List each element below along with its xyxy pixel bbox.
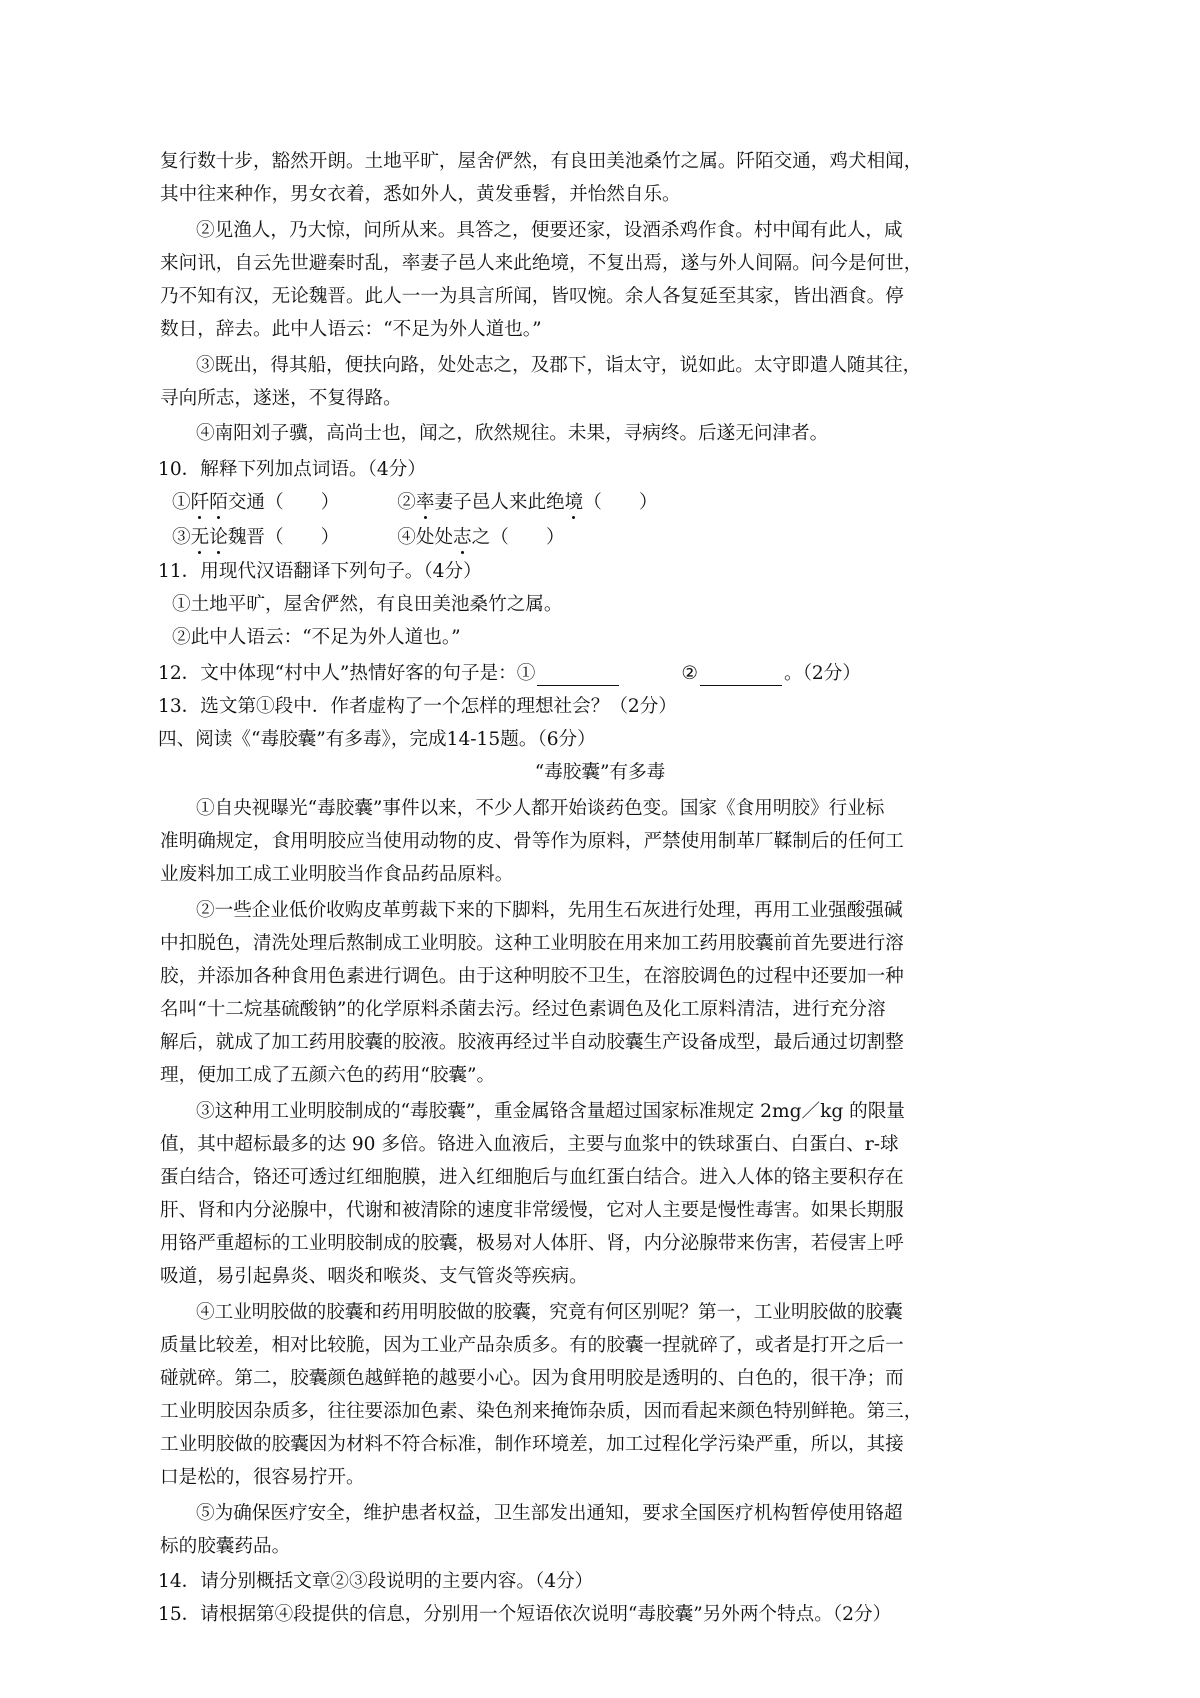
q10-option2-tail: （ ）	[583, 492, 658, 513]
article-p2-line4: 名叫“十二烷基硫酸钠”的化学原料杀菌去污。经过色素调色及化工原料清洁，进行充分溶	[160, 999, 886, 1020]
article-p5-line1: ⑤为确保医疗安全，维护患者权益，卫生部发出通知，要求全国医疗机构暂停使用铬超	[196, 1503, 903, 1524]
passage-p3-line2: 寻向所志，遂迷，不复得路。	[160, 388, 402, 409]
article-p3-line1: ③这种用工业明胶制成的“毒胶囊”，重金属铬含量超过国家标准规定 2mg／kg 的限量	[196, 1101, 905, 1122]
article-p2-line2: 中扣脱色，清洗处理后熬制成工业明胶。这种工业明胶在用来加工药用胶囊前首先要进行溶	[160, 933, 904, 954]
question-11-sentence2: ②此中人语云：“不足为外人道也。”	[172, 627, 461, 648]
article-p4-line2: 质量比较差，相对比较脆，因为工业产品杂质多。有的胶囊一捏就碎了，或者是打开之后一	[160, 1335, 904, 1356]
question-12-points: 。（2分）	[784, 663, 861, 684]
question-12	[158, 662, 1038, 686]
answer-blank-2[interactable]	[700, 665, 782, 686]
article-p2-line5: 解后，就成了加工药用胶囊的胶液。胶液再经过半自动胶囊生产设备成型，最后通过切割整	[160, 1032, 904, 1053]
q10-option3-marker: ③	[172, 527, 191, 548]
article-p3-line5: 用铬严重超标的工业明胶制成的胶囊，极易对人体肝、肾，内分泌腺带来伤害，若侵害上呼	[160, 1233, 904, 1254]
q10-option3-tail: 魏晋（ ）	[227, 527, 340, 548]
q10-option2-dotted-char2: 境	[564, 492, 584, 513]
passage-p2-line4: 数日，辞去。此中人语云：“不足为外人道也。”	[160, 319, 542, 340]
passage-p2-line2: 来问讯，自云先世避秦时乱，率妻子邑人来此绝境，不复出焉，遂与外人间隔。问今是何世，	[160, 253, 923, 274]
q10-option3-dotted-char1: 无	[190, 527, 210, 548]
q10-option4-marker: ④处处	[397, 527, 454, 548]
q10-option1-dotted-char1: 阡	[190, 492, 210, 513]
question-10-stem: 10．解释下列加点词语。（4分）	[158, 459, 426, 480]
question-11-sentence1: ①土地平旷，屋舍俨然，有良田美池桑竹之属。	[172, 594, 563, 615]
article-p3-line6: 吸道，易引起鼻炎、咽炎和喉炎、支气管炎等疾病。	[160, 1266, 588, 1287]
question-12-marker2: ②	[681, 663, 699, 684]
question-11-stem: 11．用现代汉语翻译下列句子。（4分）	[158, 561, 482, 582]
passage-p1-line2: 其中往来种作，男女衣着，悉如外人，黄发垂髫，并怡然自乐。	[160, 184, 681, 205]
article-p4-line5: 工业明胶做的胶囊因为材料不符合标准，制作环境差，加工过程化学污染严重，所以，其接	[160, 1434, 904, 1455]
article-p3-line3: 蛋白结合，铬还可透过红细胞膜，进入红细胞后与血红蛋白结合。进入人体的铬主要积存在	[160, 1167, 904, 1188]
article-p4-line4: 工业明胶因杂质多，往往要添加色素、染色剂来掩饰杂质，因而看起来颜色特别鲜艳。第三，	[160, 1401, 923, 1422]
q10-option3	[172, 527, 339, 548]
q10-option2-dotted-char1: 率	[415, 492, 435, 513]
article-p1-line3: 业废料加工成工业明胶当作食品药品原料。	[160, 864, 514, 885]
passage-p3-line1: ③既出，得其船，便扶向路，处处志之，及郡下，诣太守，说如此。太守即遣人随其往，	[196, 355, 922, 376]
question-13-stem: 13．选文第①段中．作者虚构了一个怎样的理想社会？（2分）	[158, 696, 677, 717]
passage-p1-line1: 复行数十步，豁然开朗。土地平旷，屋舍俨然，有良田美池桑竹之属。阡陌交通，鸡犬相闻，	[160, 151, 923, 172]
q10-option4-dotted-char: 志	[453, 527, 472, 548]
question-12-stem: 12．文中体现“村中人”热情好客的句子是：①	[158, 663, 536, 684]
question-10-options-row1	[172, 491, 1052, 515]
q10-option1-tail: 交通（ ）	[227, 492, 340, 513]
article-p2-line6: 理，便加工成了五颜六色的药用“胶囊”。	[160, 1065, 496, 1086]
q10-option1	[172, 492, 339, 513]
passage-p2-line3: 乃不知有汉，无论魏晋。此人一一为具言所闻，皆叹惋。余人各复延至其家，皆出酒食。停	[160, 286, 904, 307]
question-14-stem: 14．请分别概括文章②③段说明的主要内容。（4分）	[158, 1571, 594, 1592]
article-p3-line4: 肝、肾和内分泌腺中，代谢和被清除的速度非常缓慢，它对人主要是慢性毒害。如果长期服	[160, 1200, 904, 1221]
article-p2-line3: 胶，并添加各种食用色素进行调色。由于这种明胶不卫生，在溶胶调色的过程中还要加一种	[160, 966, 904, 987]
q10-option4-tail: 之（ ）	[471, 527, 565, 548]
q10-option2-marker: ②	[397, 492, 416, 513]
article-p1-line2: 准明确规定，食用明胶应当使用动物的皮、骨等作为原料，严禁使用制革厂鞣制后的任何工	[160, 831, 904, 852]
question-10-options-row2	[172, 526, 1052, 550]
article-p2-line1: ②一些企业低价收购皮革剪裁下来的下脚料，先用生石灰进行处理，再用工业强酸强碱	[196, 900, 903, 921]
article-p4-line6: 口是松的，很容易拧开。	[160, 1467, 365, 1488]
answer-blank-1[interactable]	[537, 665, 619, 686]
article-p3-line2: 值，其中超标最多的达 90 多倍。铬进入血液后，主要与血浆中的铁球蛋白、白蛋白、r-球	[160, 1134, 899, 1155]
q10-option2-mid: 妻子邑人来此绝	[434, 492, 565, 513]
passage-p2-line1: ②见渔人，乃大惊，问所从来。具答之，便要还家，设酒杀鸡作食。村中闻有此人，咸	[196, 220, 903, 241]
section-4-heading: 四、阅读《“毒胶囊”有多毒》，完成14-15题。（6分）	[158, 729, 596, 750]
article-title: “毒胶囊”有多毒	[534, 762, 666, 783]
passage-p4-line1: ④南阳刘子骥，高尚士也，闻之，欣然规往。未果，寻病终。后遂无问津者。	[196, 423, 829, 444]
article-p1-line1: ①自央视曝光“毒胶囊”事件以来，不少人都开始谈药色变。国家《食用明胶》行业标	[196, 798, 885, 819]
q10-option2	[397, 492, 657, 513]
q10-option4	[397, 527, 564, 548]
q10-option1-marker: ①	[172, 492, 191, 513]
article-p4-line1: ④工业明胶做的胶囊和药用明胶做的胶囊，究竟有何区别呢？第一，工业明胶做的胶囊	[196, 1302, 903, 1323]
question-15-stem: 15．请根据第④段提供的信息，分别用一个短语依次说明“毒胶囊”另外两个特点。（2分）	[158, 1604, 892, 1625]
article-p5-line2: 标的胶囊药品。	[160, 1536, 291, 1557]
article-p4-line3: 碰就碎。第二，胶囊颜色越鲜艳的越要小心。因为食用明胶是透明的、白色的，很干净；而	[160, 1368, 904, 1389]
q10-option1-dotted-char2: 陌	[209, 492, 228, 513]
q10-option3-dotted-char2: 论	[209, 527, 228, 548]
